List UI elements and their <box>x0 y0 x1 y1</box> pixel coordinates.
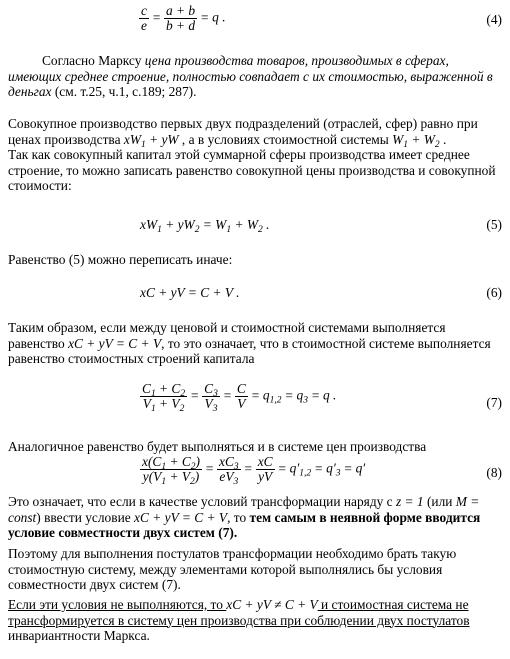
equation-5: $xW_1 + yW_2 = W_1 + W_2$ . <box>140 217 270 235</box>
paragraph-text: Если эти условия не выполняются, то <box>8 597 227 612</box>
paragraph-text: . <box>439 131 447 147</box>
equation-7: $\frac{C_1 + C_2}{V_1 + V_2}$ = $\frac{C_3}{V_3}$ = $\frac{C}{V}$ = $q_{1,2} = q_3 = q$ . <box>142 381 337 414</box>
inline-formula: $xW_1$ + yW <box>123 131 179 150</box>
paragraph-total-production <box>8 116 502 194</box>
paragraph-text: Таким образом, если между ценовой и стоимостной системами выполняется равенство <box>8 320 446 351</box>
equation-6: xC + yV = C + V . <box>140 285 240 300</box>
equation-4: $\frac{c}{e}$ = $\frac{a + b}{b + d}$ = q . <box>141 3 226 33</box>
equation-5-number: (5) <box>486 217 502 232</box>
inline-formula: z = 1 <box>395 494 424 509</box>
paragraph-non-transformation <box>8 597 502 644</box>
equation-8-number: (8) <box>486 465 502 480</box>
paragraph-text: ) ввести условие <box>36 509 135 525</box>
paragraph-text: , то <box>227 509 250 525</box>
paragraph-text: (или <box>423 494 456 509</box>
equation-8: $\frac{x(C_1 + C_2)}{y(V_1 + V_2)}$ = $\frac{xC_3}{eV_3}$ = $\frac{xC}{yV}$ = $q'_{1,2} = q'_3 = q'$ <box>142 454 366 487</box>
paragraph-price-system: Аналогичное равенство будет выполняться и в системе цен производства <box>8 439 427 454</box>
inline-formula: M = const <box>8 494 480 525</box>
inline-formula: xC + yV = C + V <box>134 509 228 525</box>
paragraph-postulates: Поэтому для выполнения постулатов трансформации необходимо брать такую стоимостную систему, между элементами которой выполнялись бы условия совместности двух систем (7). <box>8 546 457 593</box>
equation-7-number: (7) <box>486 395 502 410</box>
inline-formula: xC + yV ≠ C + V <box>226 597 318 612</box>
paragraph-lead: Согласно Марксу <box>42 53 145 68</box>
inline-formula: $W_1 + W_2$ <box>392 131 440 150</box>
paragraph-text: Так как совокупный капитал этой суммарной сферы производства имеет среднее строение, то можно записать равенство совокупной цены производства и совокупной стоимости: <box>8 147 496 194</box>
inline-formula: xC + yV = C + V <box>68 335 162 351</box>
equation-6-number: (6) <box>486 285 502 300</box>
paragraph-text: , то это означает, что в стоимостной системе выполняется равенство стоимостных строений капитала <box>8 335 491 367</box>
citation: (см. т.25, ч.1, с.189; 287). <box>51 84 197 100</box>
bold-conclusion: тем самым в неявной форме вводится условие совместности двух систем (7). <box>8 509 481 541</box>
paragraph-text: Совокупное производство первых двух подразделений (отраслей, сфер) равно при ценах производства <box>8 116 478 147</box>
paragraph-text: и стоимостная система не трансформируется в систему цен производства при соблюдении двух постулатов <box>8 597 470 628</box>
marx-quote: цена производства товаров, производимых в сферах, имеющих среднее строение, полностью совпадает с их стоимостью, выраженной в деньгах <box>8 53 493 100</box>
paragraph-marx-quote <box>8 53 502 100</box>
paragraph-structure-equality <box>8 320 502 367</box>
paragraph-text: Это означает, что если в качестве условий трансформации наряду с <box>8 494 396 509</box>
paragraph-rewrite: Равенство (5) можно переписать иначе: <box>8 252 233 267</box>
paragraph-text: , а в условиях стоимостной системы <box>178 131 393 147</box>
paragraph-text: инвариантности Маркса. <box>8 628 150 644</box>
paragraph-transformation-conditions <box>8 494 502 541</box>
equation-4-number: (4) <box>486 12 502 27</box>
